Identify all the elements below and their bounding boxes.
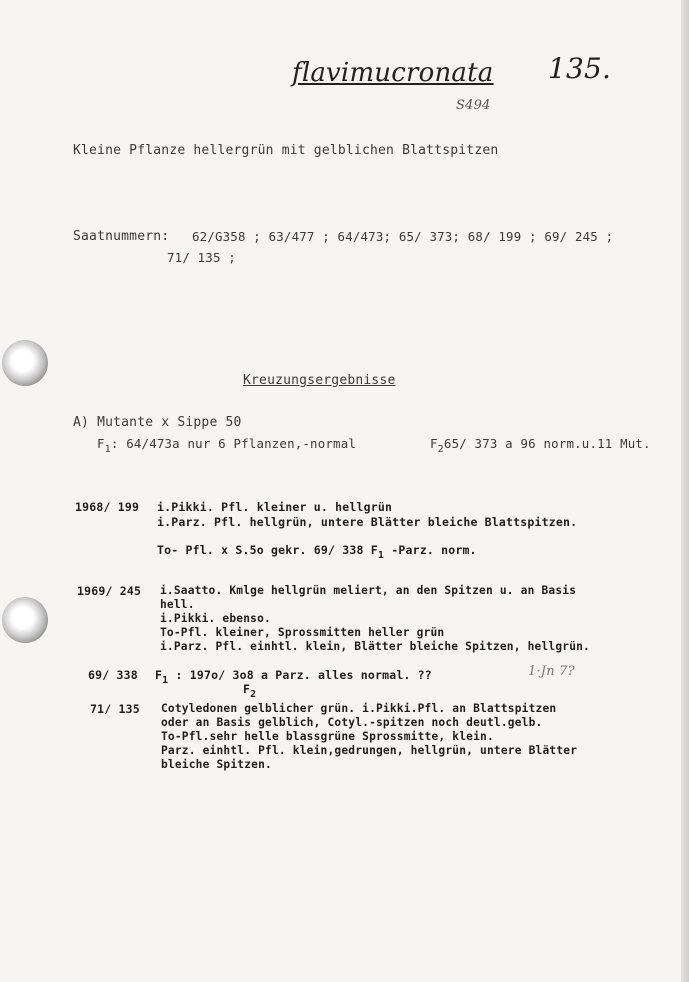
f1-followup-label: F bbox=[155, 668, 163, 682]
crossing-heading: Kreuzungsergebnisse bbox=[243, 373, 396, 388]
entry-line: hell. bbox=[160, 598, 195, 611]
mutant-cross-line: A) Mutante x Sippe 50 bbox=[73, 415, 242, 430]
f1-followup-subscript: 1 bbox=[162, 675, 169, 686]
page-edge bbox=[681, 0, 689, 982]
f1-label: F bbox=[97, 436, 105, 451]
f1-followup bbox=[155, 668, 432, 686]
punch-hole-top bbox=[2, 340, 48, 386]
entry-id: 1969/ 245 bbox=[77, 584, 142, 598]
entry-line: i.Saatto. Kmlge hellgrün meliert, an den Spitzen u. an Basis bbox=[160, 584, 577, 597]
f1-result bbox=[97, 436, 357, 455]
entry-line: i.Parz. Pfl. einhtl. klein, Blätter bleiche Spitzen, hellgrün. bbox=[160, 640, 590, 653]
sheet-code: S494 bbox=[456, 98, 491, 113]
entry-line: i.Parz. Pfl. hellgrün, untere Blätter bleiche Blattspitzen. bbox=[157, 515, 578, 529]
to-plant-text: To- Pfl. x S.5o gekr. 69/ 338 F bbox=[157, 543, 378, 557]
f1-text: : 64/473a nur 6 Pflanzen,-normal bbox=[110, 436, 357, 451]
f2-followup bbox=[243, 682, 257, 700]
species-name: flavimucronata bbox=[292, 58, 494, 88]
entry-line: bleiche Spitzen. bbox=[161, 758, 272, 771]
entry-line: i.Pikki. ebenso. bbox=[160, 612, 271, 625]
handwritten-note: 1·Jn 7? bbox=[528, 664, 575, 679]
entry-line: Cotyledonen gelblicher grün. i.Pikki.Pfl. an Blattspitzen bbox=[161, 702, 557, 715]
to-plant-end: -Parz. norm. bbox=[384, 543, 477, 557]
description: Kleine Pflanze hellergrün mit gelblichen Blattspitzen bbox=[73, 143, 499, 158]
to-plant-subscript: 1 bbox=[377, 550, 385, 561]
f2-followup-label: F bbox=[243, 682, 251, 696]
seed-numbers-line2: 71/ 135 ; bbox=[167, 250, 236, 265]
f1-followup-text: : 197o/ 3o8 a Parz. alles normal. ?? bbox=[168, 668, 432, 682]
entry-id: 1968/ 199 bbox=[75, 500, 140, 514]
sheet-number: 135. bbox=[548, 52, 612, 85]
entry-line: Parz. einhtl. Pfl. klein,gedrungen, hellgrün, untere Blätter bbox=[161, 744, 578, 757]
entry-line: To-Pfl.sehr helle blassgrüne Sprossmitte, klein. bbox=[161, 730, 494, 743]
f2-followup-subscript: 2 bbox=[250, 689, 257, 700]
f2-text: 65/ 373 a 96 norm.u.11 Mut. bbox=[443, 436, 651, 451]
punch-hole-bottom bbox=[2, 597, 48, 643]
entry-id: 69/ 338 bbox=[88, 668, 138, 682]
seed-numbers-line1: 62/G358 ; 63/477 ; 64/473; 65/ 373; 68/ 199 ; 69/ 245 ; bbox=[192, 229, 614, 244]
f2-result bbox=[430, 436, 651, 455]
entry-line: To-Pfl. kleiner, Sprossmitten heller grün bbox=[160, 626, 445, 639]
f1-subscript: 1 bbox=[104, 444, 111, 455]
seed-numbers-label: Saatnummern: bbox=[73, 229, 170, 244]
f2-subscript: 2 bbox=[437, 444, 444, 455]
to-plant-line bbox=[157, 543, 477, 561]
entry-line: oder an Basis gelblich, Cotyl.-spitzen noch deutl.gelb. bbox=[161, 716, 543, 729]
entry-line: i.Pikki. Pfl. kleiner u. hellgrün bbox=[157, 500, 393, 514]
entry-id: 71/ 135 bbox=[90, 702, 140, 716]
f2-label: F bbox=[430, 436, 438, 451]
